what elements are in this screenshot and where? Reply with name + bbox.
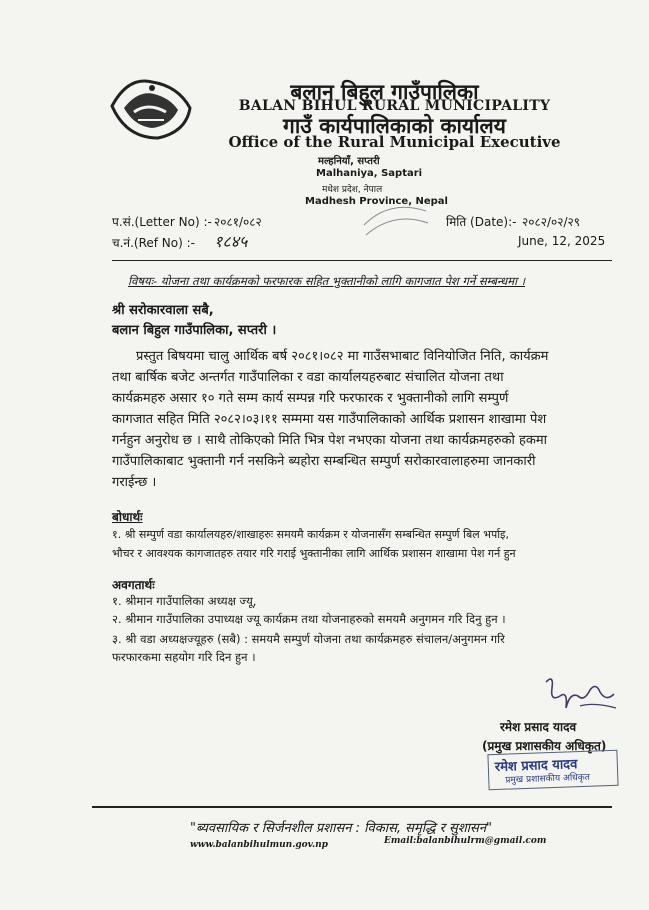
awagatartha-line-4: फरफारकमा सहयोग गरि दिन हुन । — [112, 650, 256, 664]
footer-website: www.balanbihulmun.gov.np — [190, 840, 328, 850]
body-line: तथा बार्षिक बजेट अन्तर्गत गाउँपालिका र वडा कार्यालयहरुबाट संचालित योजना तथा — [112, 370, 504, 385]
date-label: मिति (Date):- — [446, 215, 517, 229]
addressee-line-2: बलान बिहुल गाउँपालिका, सप्तरी । — [112, 323, 277, 338]
letter-no-value: २०८१/०८२ — [214, 215, 262, 229]
body-line: प्रस्तुत बिषयमा चालु आर्थिक बर्ष २०८१।०८२ मा गाउँसभाबाट विनियोजित निति, कार्यक्रम — [136, 349, 549, 364]
ref-no-label: च.नं.(Ref No) :- — [112, 236, 195, 250]
seal-title: प्रमुख प्रशासकीय अधिकृत — [505, 772, 590, 786]
municipality-name-en: BALAN BIHUL RURAL MUNICIPALITY — [238, 98, 551, 114]
province-np: मधेश प्रदेश, नेपाल — [322, 185, 383, 195]
signatory-seal — [487, 750, 618, 791]
location-en: Malhaniya, Saptari — [316, 168, 423, 179]
footer-divider — [92, 806, 612, 808]
date-en: June, 12, 2025 — [518, 234, 606, 248]
bodhartha-line-2: भौचर र आवश्यक कागजातहरु तयार गरि गराई भुक्तानीका लागि आर्थिक प्रशासन शाखामा पेश गर्न हुन — [112, 547, 516, 560]
addressee-line-1: श्री सरोकारवाला सबै, — [112, 303, 214, 318]
body-line: गाउँपालिकाबाट भुक्तानी गर्न नसकिने ब्यहोरा सम्बन्धित सम्पुर्ण सरोकारवालाहरुमा जानकारी — [112, 454, 536, 469]
office-name-en: Office of the Rural Municipal Executive — [228, 133, 561, 151]
bodhartha-line-1: १. श्री सम्पुर्ण वडा कार्यालयहरु/शाखाहरुः समयमै कार्यक्रम र योजनासँग सम्बन्धित सम्पुर्ण बिल भर्पाइ, — [112, 528, 509, 541]
province-en: Madhesh Province, Nepal — [305, 196, 448, 207]
body-line: गर्नहुन अनुरोध छ । साथै तोकिएको मिति भित्र पेश नभएका योजना तथा कार्यक्रमहरुको हकमा — [112, 433, 548, 448]
bodhartha-heading: बोधार्थः — [112, 510, 143, 524]
ref-no-value: १८४५ — [214, 232, 248, 251]
office-stamp — [360, 195, 430, 237]
awagatartha-line-2: २. श्रीमान गाउँपालिका उपाध्यक्ष ज्यू कार्यक्रम तथा योजनाहरुको समयमै अनुगमन गरि दिनु हुन । — [112, 612, 506, 626]
office-name-np: गाउँ कार्यपालिकाको कार्यालय — [283, 113, 506, 138]
footer-slogan: "ब्यवसायिक र सिर्जनशील प्रशासन : विकास, समृद्धि र सुशासन" — [190, 821, 493, 836]
subject-line: विषयः- योजना तथा कार्यक्रमको फरफारक सहित भुक्तानीको लागि कागजात पेश गर्ने सम्बन्धमा । — [128, 274, 526, 288]
awagatartha-line-3: ३. श्री वडा अध्यक्षज्यूहरु (सबै) : समयमै सम्पुर्ण योजना तथा कार्यक्रमहरु संचालन/अनुगमन गरि — [112, 632, 505, 646]
date-value: २०८२/०२/२९ — [522, 215, 581, 229]
body-line: कागजात सहित मिति २०८२।०३।११ सम्ममा यस गाउँपालिकाको आर्थिक प्रशासन शाखामा पेश — [112, 412, 547, 427]
municipality-name-np: बलान बिहुल गाउँपालिका — [290, 79, 479, 104]
body-paragraph — [112, 346, 617, 493]
seal-name: रमेश प्रसाद यादव — [494, 757, 578, 776]
signatory-name: रमेश प्रसाद यादव — [500, 720, 577, 734]
awagatartha-line-1: १. श्रीमान गाउँपालिका अध्यक्ष ज्यू, — [112, 594, 257, 608]
awagatartha-heading: अवगतार्थः — [112, 578, 155, 592]
location-np: मल्हनियाँ, सप्तरी — [318, 156, 380, 167]
body-line: कार्यक्रमहरु असार १० गते सम्म कार्य सम्पन्न गरि फरफारक र भुक्तानीको लागि सम्पुर्ण — [112, 391, 509, 406]
footer-email: Email:balanbihulrm@gmail.com — [384, 836, 547, 846]
signatory-title: (प्रमुख प्रशासकीय अधिकृत) — [482, 739, 607, 753]
body-line: गराईन्छ । — [112, 475, 157, 490]
header-divider — [112, 260, 612, 261]
letter-no-label: प.सं.(Letter No) :- — [112, 215, 212, 229]
handwritten-signature — [540, 672, 620, 720]
